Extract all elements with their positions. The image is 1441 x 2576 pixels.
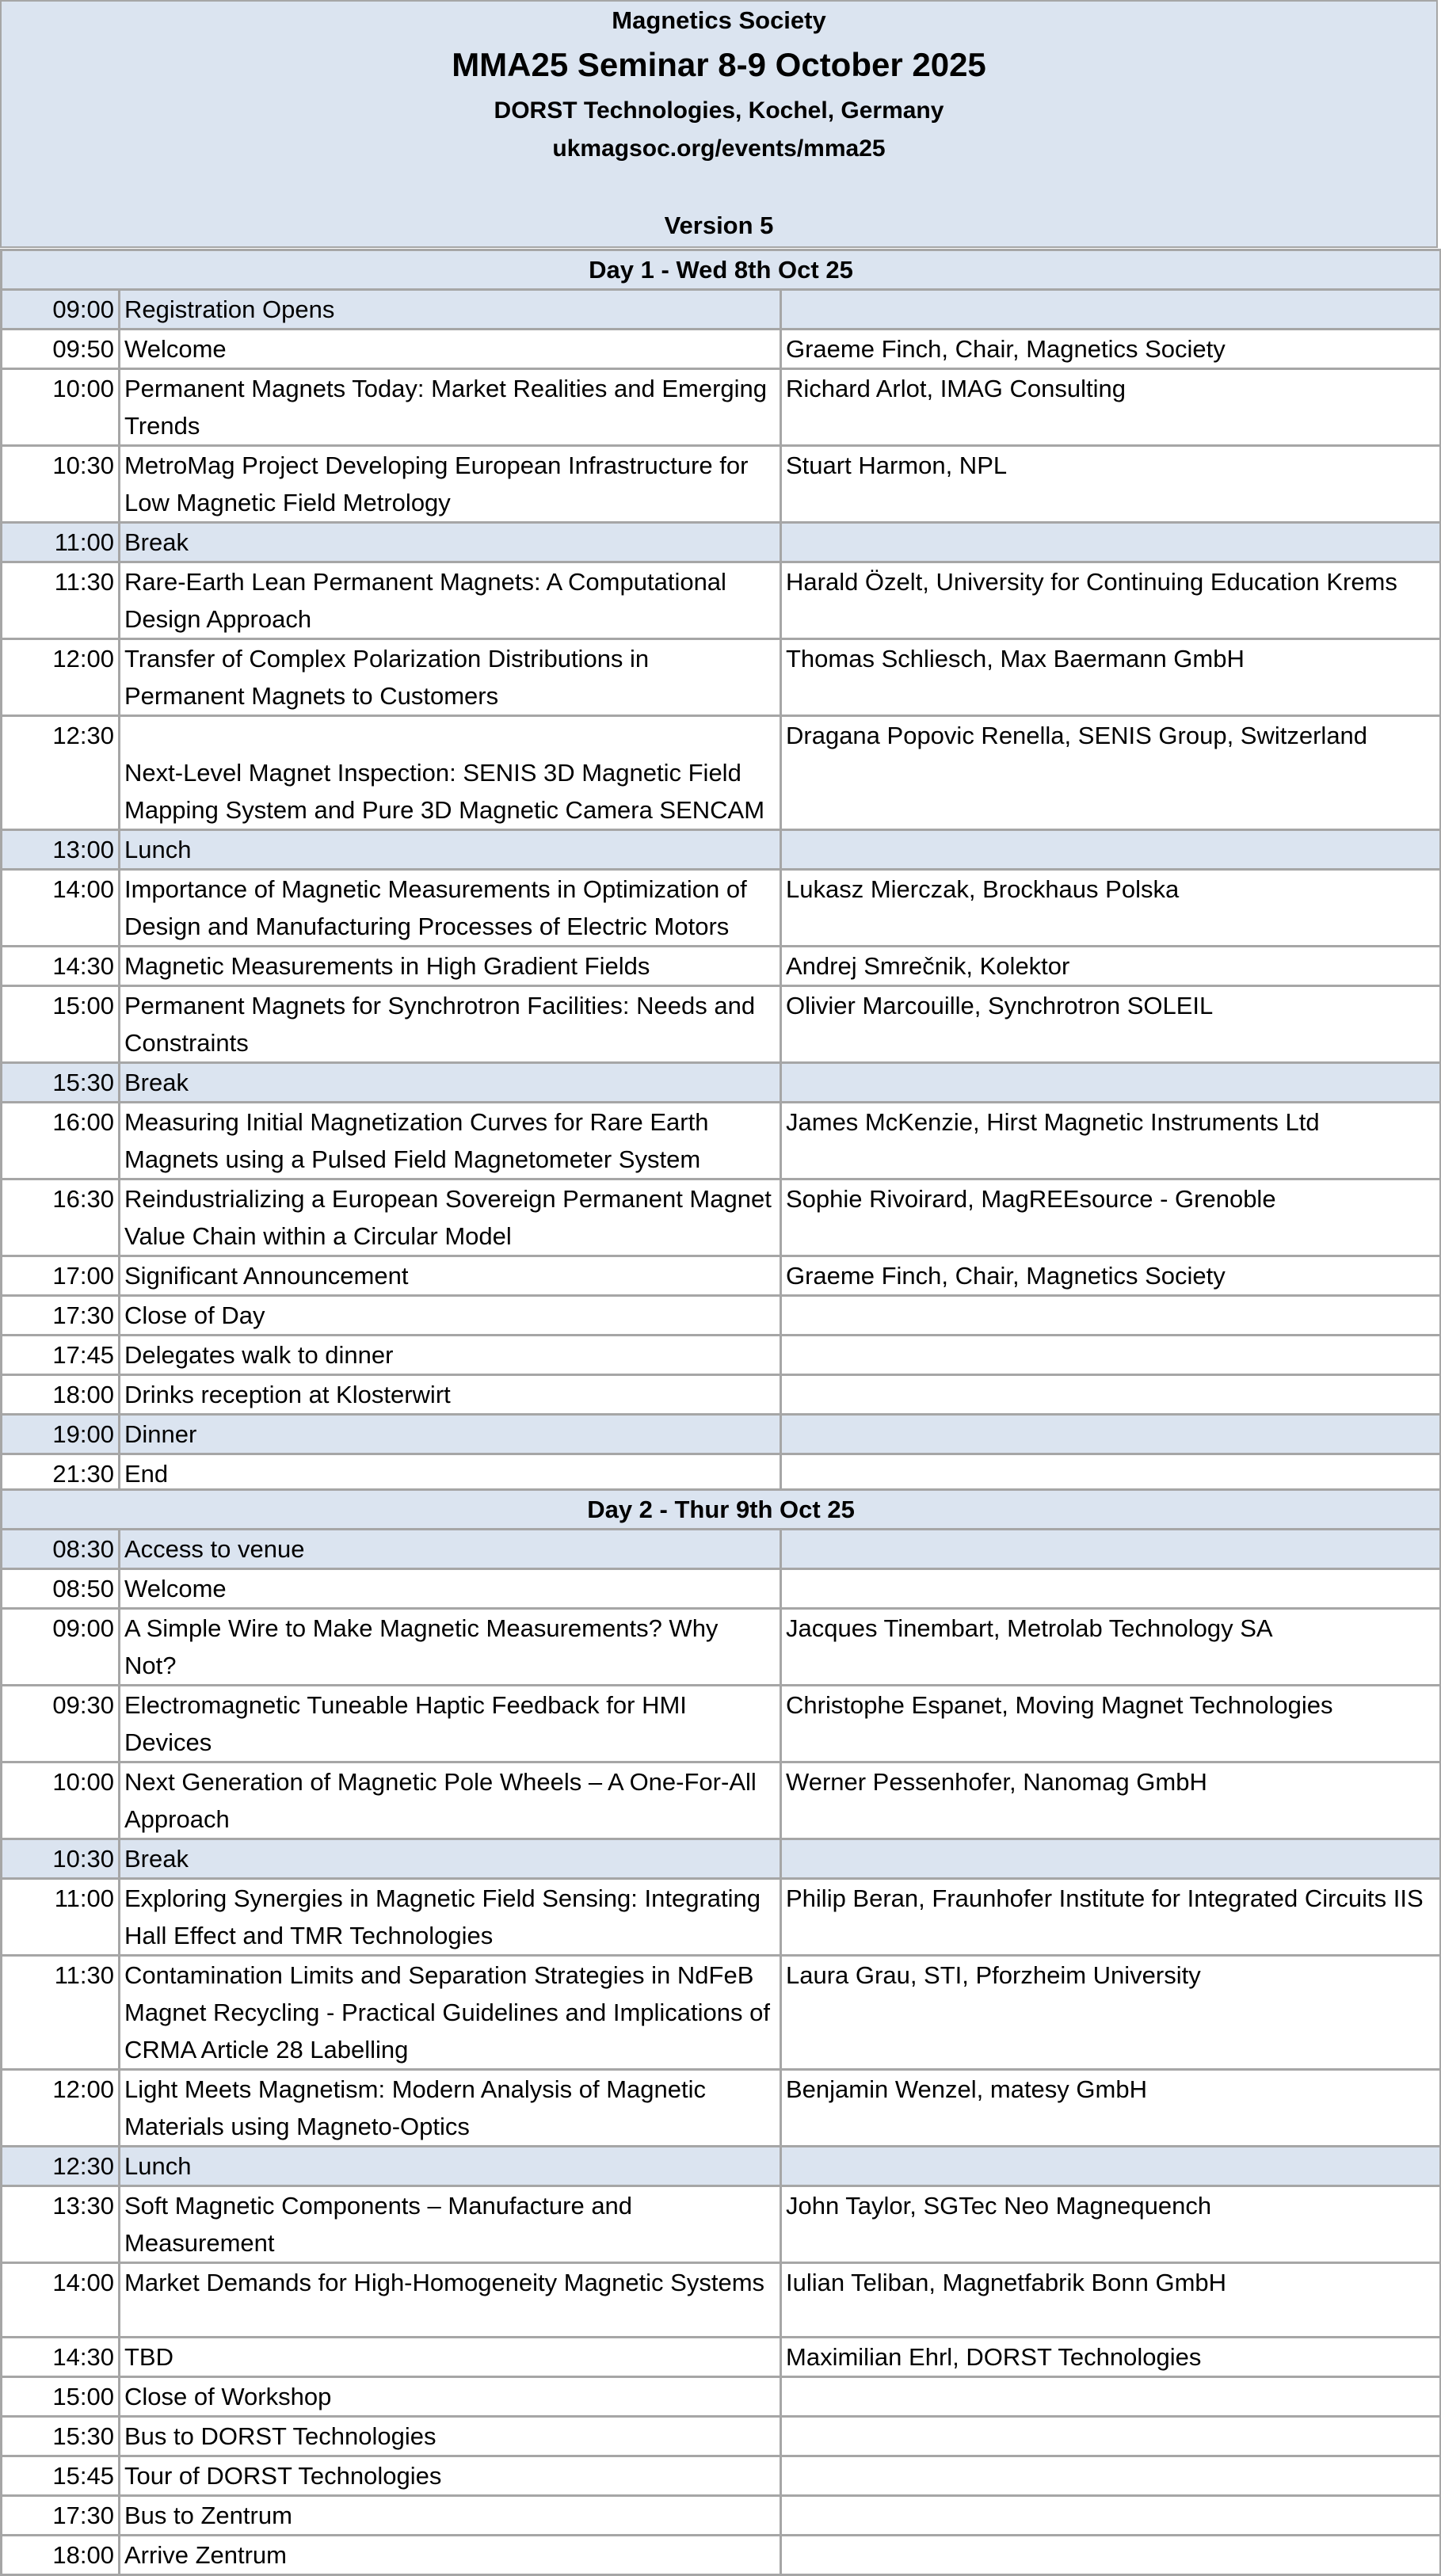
schedule-row [2,986,1441,1063]
speaker-cell [781,290,1441,330]
speaker-cell [781,830,1441,870]
speaker-cell: Laura Grau, STI, Pforzheim University [781,1956,1441,2070]
time-cell: 09:00 [2,1609,120,1686]
event-title: MMA25 Seminar 8-9 October 2025 [452,46,986,83]
speaker-cell: Jacques Tinembart, Metrolab Technology SA [781,1609,1441,1686]
schedule-row [2,330,1441,369]
schedule-row [2,1375,1441,1415]
schedule-row [2,1956,1441,2070]
session-title-cell: Importance of Magnetic Measurements in Optimization of Design and Manufacturing Processes of Electric Motors [120,870,781,947]
session-title-cell: Bus to DORST Technologies [120,2417,781,2456]
session-title-cell: Bus to Zentrum [120,2496,781,2536]
session-title-cell: Lunch [120,2147,781,2186]
speaker-cell [781,2536,1441,2575]
time-cell: 17:30 [2,2496,120,2536]
time-cell: 10:00 [2,369,120,446]
session-title-cell: Measuring Initial Magnetization Curves for Rare Earth Magnets using a Pulsed Field Magnetometer System [120,1103,781,1179]
speaker-cell: Stuart Harmon, NPL [781,446,1441,523]
speaker-cell: Maximilian Ehrl, DORST Technologies [781,2338,1441,2377]
speaker-cell [781,1063,1441,1103]
time-cell: 09:50 [2,330,120,369]
session-title-cell: Registration Opens [120,290,781,330]
schedule-row [2,1415,1441,1454]
schedule-row [2,1454,1441,1494]
version-label: Version 5 [664,211,774,239]
schedule-row [2,1879,1441,1956]
session-title-cell: Significant Announcement [120,1256,781,1296]
session-title-cell: Dinner [120,1415,781,1454]
session-title-cell: End [120,1454,781,1494]
schedule-row [2,369,1441,446]
schedule-row [2,446,1441,523]
speaker-cell [781,1415,1441,1454]
session-title-cell: MetroMag Project Developing European Infrastructure for Low Magnetic Field Metrology [120,446,781,523]
time-cell: 11:30 [2,1956,120,2070]
session-title-cell: Transfer of Complex Polarization Distributions in Permanent Magnets to Customers [120,639,781,716]
schedule-row [2,523,1441,562]
session-title-cell: Permanent Magnets Today: Market Realities and Emerging Trends [120,369,781,446]
time-cell: 14:00 [2,2263,120,2338]
speaker-cell: James McKenzie, Hirst Magnetic Instruments Ltd [781,1103,1441,1179]
time-cell: 15:45 [2,2456,120,2496]
session-title-cell: Electromagnetic Tuneable Haptic Feedback for HMI Devices [120,1686,781,1762]
time-cell: 10:30 [2,446,120,523]
speaker-cell: Olivier Marcouille, Synchrotron SOLEIL [781,986,1441,1063]
schedule-row [2,290,1441,330]
speaker-cell [781,523,1441,562]
time-cell: 17:30 [2,1296,120,1336]
time-cell: 21:30 [2,1454,120,1494]
day1-label: Day 1 - Wed 8th Oct 25 [2,250,1441,290]
schedule-row [2,2456,1441,2496]
session-title-cell: Light Meets Magnetism: Modern Analysis of Magnetic Materials using Magneto-Optics [120,2070,781,2147]
speaker-cell [781,2496,1441,2536]
time-cell: 11:00 [2,1879,120,1956]
speaker-cell [781,1454,1441,1494]
schedule-row [2,1762,1441,1839]
speaker-cell [781,2417,1441,2456]
speaker-cell: Iulian Teliban, Magnetfabrik Bonn GmbH [781,2263,1441,2338]
schedule-row [2,2263,1441,2338]
time-cell: 14:00 [2,870,120,947]
time-cell: 10:00 [2,1762,120,1839]
time-cell: 18:00 [2,2536,120,2575]
day1-schedule-table [0,249,1441,1495]
time-cell: 12:30 [2,716,120,830]
schedule-row [2,830,1441,870]
time-cell: 10:30 [2,1839,120,1879]
event-venue: DORST Technologies, Kochel, Germany [494,97,944,124]
session-title-cell: Close of Day [120,1296,781,1336]
speaker-cell: Sophie Rivoirard, MagREEsource - Grenoble [781,1179,1441,1256]
speaker-cell [781,1296,1441,1336]
schedule-header [0,0,1438,248]
session-title-cell: Close of Workshop [120,2377,781,2417]
schedule-row [2,2417,1441,2456]
schedule-row [2,2070,1441,2147]
session-title-cell: Arrive Zentrum [120,2536,781,2575]
session-title-cell: Contamination Limits and Separation Strategies in NdFeB Magnet Recycling - Practical Guidelines and Implications of CRMA Article 28 Labelling [120,1956,781,2070]
speaker-cell [781,1839,1441,1879]
time-cell: 09:30 [2,1686,120,1762]
speaker-cell [781,2377,1441,2417]
time-cell: 08:50 [2,1569,120,1609]
speaker-cell [781,1530,1441,1569]
session-title-cell: Market Demands for High-Homogeneity Magnetic Systems [120,2263,781,2338]
time-cell: 15:30 [2,2417,120,2456]
schedule-row [2,1839,1441,1879]
schedule-row [2,716,1441,830]
session-title-cell: Reindustrializing a European Sovereign Permanent Magnet Value Chain within a Circular Model [120,1179,781,1256]
session-title-cell: Tour of DORST Technologies [120,2456,781,2496]
day2-schedule-table [0,1488,1441,2576]
time-cell: 15:00 [2,2377,120,2417]
session-title-cell: Drinks reception at Klosterwirt [120,1375,781,1415]
time-cell: 17:00 [2,1256,120,1296]
time-cell: 17:45 [2,1336,120,1375]
schedule-row [2,870,1441,947]
time-cell: 12:00 [2,2070,120,2147]
time-cell: 08:30 [2,1530,120,1569]
session-title-cell: Lunch [120,830,781,870]
speaker-cell: Dragana Popovic Renella, SENIS Group, Switzerland [781,716,1441,830]
speaker-cell: Graeme Finch, Chair, Magnetics Society [781,1256,1441,1296]
time-cell: 19:00 [2,1415,120,1454]
speaker-cell: Philip Beran, Fraunhofer Institute for Integrated Circuits IIS [781,1879,1441,1956]
time-cell: 11:30 [2,562,120,639]
day1-header-row [2,250,1441,290]
time-cell: 16:00 [2,1103,120,1179]
day2-label: Day 2 - Thur 9th Oct 25 [2,1490,1441,1530]
speaker-cell: Andrej Smrečnik, Kolektor [781,947,1441,986]
speaker-cell: John Taylor, SGTec Neo Magnequench [781,2186,1441,2263]
schedule-row [2,1063,1441,1103]
schedule-row [2,2536,1441,2575]
schedule-row [2,2377,1441,2417]
session-title-cell: Welcome [120,330,781,369]
speaker-cell [781,1336,1441,1375]
session-title-cell: Next Generation of Magnetic Pole Wheels – A One-For-All Approach [120,1762,781,1839]
schedule-row [2,1336,1441,1375]
speaker-cell: Lukasz Mierczak, Brockhaus Polska [781,870,1441,947]
speaker-cell [781,1375,1441,1415]
time-cell: 15:00 [2,986,120,1063]
time-cell: 13:30 [2,2186,120,2263]
schedule-row [2,562,1441,639]
schedule-row [2,1256,1441,1296]
speaker-cell: Harald Özelt, University for Continuing Education Krems [781,562,1441,639]
time-cell: 16:30 [2,1179,120,1256]
session-title-cell: Exploring Synergies in Magnetic Field Sensing: Integrating Hall Effect and TMR Technologies [120,1879,781,1956]
organization-name: Magnetics Society [612,6,826,34]
speaker-cell: Benjamin Wenzel, matesy GmbH [781,2070,1441,2147]
time-cell: 09:00 [2,290,120,330]
session-title-cell: Permanent Magnets for Synchrotron Facilities: Needs and Constraints [120,986,781,1063]
schedule-row [2,1686,1441,1762]
day2-header-row [2,1490,1441,1530]
schedule-row [2,1296,1441,1336]
session-title-cell: Magnetic Measurements in High Gradient Fields [120,947,781,986]
schedule-row [2,1179,1441,1256]
speaker-cell: Graeme Finch, Chair, Magnetics Society [781,330,1441,369]
speaker-cell: Thomas Schliesch, Max Baermann GmbH [781,639,1441,716]
schedule-row [2,947,1441,986]
speaker-cell [781,2456,1441,2496]
speaker-cell [781,2147,1441,2186]
event-url: ukmagsoc.org/events/mma25 [552,135,886,162]
time-cell: 13:00 [2,830,120,870]
session-title-cell: Soft Magnetic Components – Manufacture and Measurement [120,2186,781,2263]
schedule-row [2,2186,1441,2263]
schedule-row [2,2496,1441,2536]
time-cell: 12:00 [2,639,120,716]
speaker-cell: Werner Pessenhofer, Nanomag GmbH [781,1762,1441,1839]
speaker-cell: Christophe Espanet, Moving Magnet Technologies [781,1686,1441,1762]
time-cell: 12:30 [2,2147,120,2186]
session-title-cell: Break [120,1839,781,1879]
time-cell: 11:00 [2,523,120,562]
time-cell: 14:30 [2,947,120,986]
session-title-cell: Welcome [120,1569,781,1609]
session-title-cell: Break [120,1063,781,1103]
schedule-row [2,1530,1441,1569]
time-cell: 18:00 [2,1375,120,1415]
schedule-row [2,2147,1441,2186]
session-title-cell: Next-Level Magnet Inspection: SENIS 3D Magnetic Field Mapping System and Pure 3D Magnetic Camera SENCAM [120,716,781,830]
schedule-row [2,1609,1441,1686]
session-title-cell: Rare-Earth Lean Permanent Magnets: A Computational Design Approach [120,562,781,639]
session-title-cell: TBD [120,2338,781,2377]
speaker-cell: Richard Arlot, IMAG Consulting [781,369,1441,446]
schedule-row [2,1103,1441,1179]
session-title-cell: A Simple Wire to Make Magnetic Measurements? Why Not? [120,1609,781,1686]
time-cell: 14:30 [2,2338,120,2377]
session-title-cell: Delegates walk to dinner [120,1336,781,1375]
session-title-cell: Break [120,523,781,562]
time-cell: 15:30 [2,1063,120,1103]
schedule-row [2,1569,1441,1609]
speaker-cell [781,1569,1441,1609]
session-title-cell: Access to venue [120,1530,781,1569]
schedule-row [2,639,1441,716]
schedule-row [2,2338,1441,2377]
